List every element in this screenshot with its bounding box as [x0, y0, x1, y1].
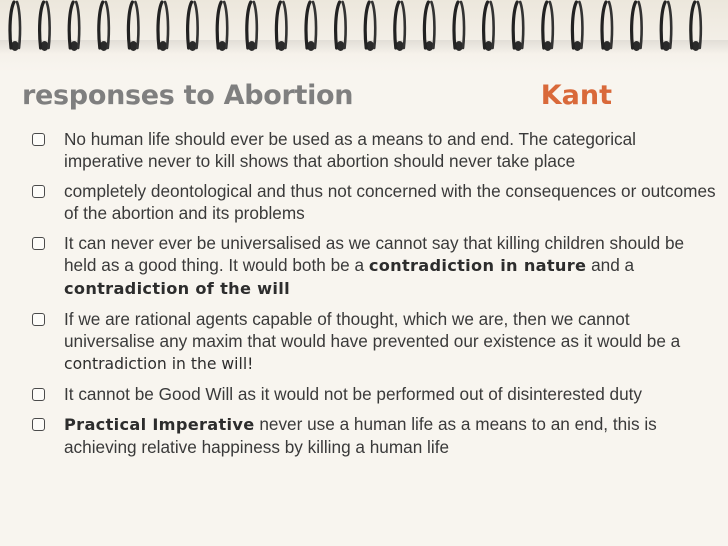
binding-ring-icon	[128, 2, 138, 51]
bullet-bold-text: contradiction in nature	[368, 256, 587, 275]
page-title: responses to Abortion	[22, 80, 354, 111]
bullet-text: It cannot be Good Will as it would not be performed out of disinterested duty	[64, 384, 643, 404]
bullet-bold-text: Practical Imperative	[64, 415, 255, 434]
page-subtitle-kant: Kant	[540, 80, 612, 111]
binding-ring-icon	[484, 2, 494, 51]
checkbox-icon	[32, 237, 45, 250]
checkbox-icon	[32, 388, 45, 401]
binding-ring-icon	[69, 2, 79, 51]
checkbox-icon	[32, 313, 45, 326]
binding-ring-icon	[10, 2, 20, 51]
binding-ring-icon	[40, 2, 50, 51]
checkbox-icon	[32, 185, 45, 198]
list-item	[28, 308, 718, 375]
bullet-text: completely deontological and thus not concerned with the consequences or outcomes of the abortion and its problems	[64, 181, 716, 223]
title-bar	[22, 80, 712, 120]
bullet-text: If we are rational agents capable of thought, which we are, then we cannot universalise any maxim that would have prevented our existence as it would be a	[64, 309, 681, 351]
binding-ring-icon	[276, 2, 286, 51]
list-item	[28, 232, 718, 300]
bullet-list	[28, 128, 718, 466]
binding-ring-icon	[395, 2, 405, 51]
binding-ring-icon	[158, 2, 168, 51]
bullet-emphasis-text: contradiction in the will!	[64, 355, 254, 373]
binding-ring-icon	[602, 2, 612, 51]
list-item	[28, 128, 718, 172]
binding-ring-icon	[188, 2, 198, 51]
binding-ring-icon	[543, 2, 553, 51]
bullet-text: It can never ever be universalised as we cannot say that killing children should be held as a good thing. It would both be a	[64, 233, 685, 275]
list-item	[28, 180, 718, 224]
checkbox-icon	[32, 133, 45, 146]
binding-ring-icon	[632, 2, 642, 51]
binding-ring-icon	[217, 2, 227, 51]
binding-ring-icon	[365, 2, 375, 51]
binding-ring-icon	[336, 2, 346, 51]
binding-ring-icon	[99, 2, 109, 51]
binding-ring-icon	[691, 2, 701, 51]
bullet-text: never use a human life as a means to an end, this is achieving relative happiness by killing a human life	[64, 414, 657, 457]
list-item	[28, 383, 718, 405]
binding-rings	[0, 0, 728, 72]
bullet-text: No human life should ever be used as a means to and end. The categorical imperative never to kill shows that abortion should never take place	[64, 129, 637, 171]
binding-ring-icon	[661, 2, 671, 51]
binding-ring-icon	[247, 2, 257, 51]
checkbox-icon	[32, 418, 45, 431]
binding-ring-icon	[572, 2, 582, 51]
binding-ring-icon	[454, 2, 464, 51]
binding-ring-icon	[306, 2, 316, 51]
list-item	[28, 413, 718, 458]
binding-ring-icon	[424, 2, 434, 51]
bullet-bold-text: contradiction of the will	[64, 279, 290, 298]
binding-ring-icon	[513, 2, 523, 51]
bullet-text: and a	[586, 255, 635, 275]
